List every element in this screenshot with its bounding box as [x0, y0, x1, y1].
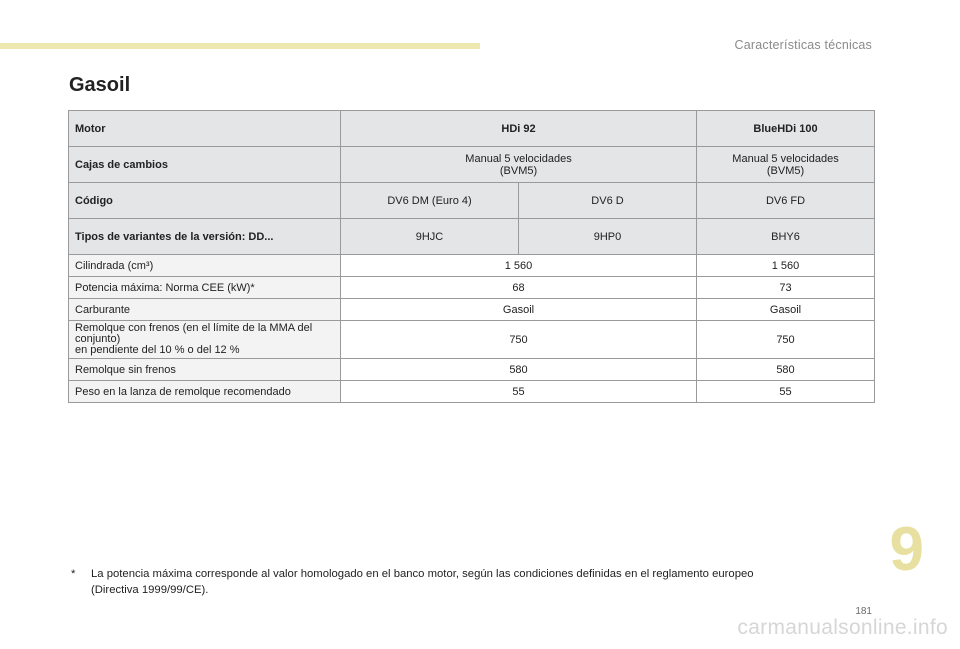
- gearbox-hdi92-line2: (BVM5): [499, 164, 538, 177]
- gearbox-bluehdi100-line2: (BVM5): [766, 164, 805, 177]
- row-value-hdi92: 55: [341, 381, 697, 403]
- row-label: Peso en la lanza de remolque recomendado: [69, 381, 341, 403]
- row-value-bluehdi100: Gasoil: [697, 299, 875, 321]
- engine-hdi92: HDi 92: [341, 111, 697, 147]
- table-row: [69, 359, 875, 381]
- table-row-code: [69, 183, 875, 219]
- footnote-marker: *: [71, 568, 76, 580]
- gearbox-bluehdi100-line1: Manual 5 velocidades: [732, 152, 839, 165]
- code-label: Código: [69, 183, 341, 219]
- gearbox-hdi92: [341, 147, 697, 183]
- row-label-line: en pendiente del 10 % o del 12 %: [75, 344, 240, 356]
- table-row: [69, 321, 875, 359]
- gearbox-label: Cajas de cambios: [69, 147, 341, 183]
- watermark: carmanualsonline.info: [737, 616, 948, 639]
- accent-bar: [0, 43, 480, 49]
- table-row-motor: [69, 111, 875, 147]
- row-label: Remolque sin frenos: [69, 359, 341, 381]
- row-value-hdi92: 1 560: [341, 255, 697, 277]
- engine-bluehdi100: BlueHDi 100: [697, 111, 875, 147]
- row-label: [69, 321, 341, 359]
- table-row: [69, 381, 875, 403]
- page-title: Gasoil: [69, 74, 131, 96]
- variant-1: 9HJC: [341, 219, 519, 255]
- row-label-line: conjunto): [75, 333, 121, 345]
- row-value-bluehdi100: 73: [697, 277, 875, 299]
- row-value-hdi92: 750: [341, 321, 697, 359]
- code-1: DV6 DM (Euro 4): [341, 183, 519, 219]
- row-value-bluehdi100: 55: [697, 381, 875, 403]
- footnote-line1: La potencia máxima corresponde al valor homologado en el banco motor, según las condiciones definidas en el reglamento europeo: [91, 568, 754, 580]
- table-row-gearbox: [69, 147, 875, 183]
- gearbox-hdi92-line1: Manual 5 velocidades: [465, 152, 572, 165]
- code-3: DV6 FD: [697, 183, 875, 219]
- variant-2: 9HP0: [519, 219, 697, 255]
- variant-3: BHY6: [697, 219, 875, 255]
- row-label-line: Remolque con frenos (en el límite de la MMA del: [75, 322, 313, 334]
- gearbox-bluehdi100: [697, 147, 875, 183]
- row-label: Cilindrada (cm³): [69, 255, 341, 277]
- motor-label: Motor: [69, 111, 341, 147]
- table-row-variants: [69, 219, 875, 255]
- row-label: Carburante: [69, 299, 341, 321]
- chapter-number: 9: [889, 515, 924, 584]
- table-row: [69, 255, 875, 277]
- table-row: [69, 299, 875, 321]
- page-number: 181: [855, 606, 872, 617]
- section-header: Características técnicas: [734, 38, 872, 52]
- table-row: [69, 277, 875, 299]
- code-2: DV6 D: [519, 183, 697, 219]
- row-value-hdi92: 68: [341, 277, 697, 299]
- row-value-bluehdi100: 580: [697, 359, 875, 381]
- specs-table: [68, 110, 875, 403]
- footnote: [71, 566, 831, 598]
- row-label: Potencia máxima: Norma CEE (kW)*: [69, 277, 341, 299]
- footnote-line2: (Directiva 1999/99/CE).: [91, 584, 209, 596]
- row-value-bluehdi100: 1 560: [697, 255, 875, 277]
- row-value-hdi92: Gasoil: [341, 299, 697, 321]
- row-value-bluehdi100: 750: [697, 321, 875, 359]
- row-value-hdi92: 580: [341, 359, 697, 381]
- variants-label: Tipos de variantes de la versión: DD...: [69, 219, 341, 255]
